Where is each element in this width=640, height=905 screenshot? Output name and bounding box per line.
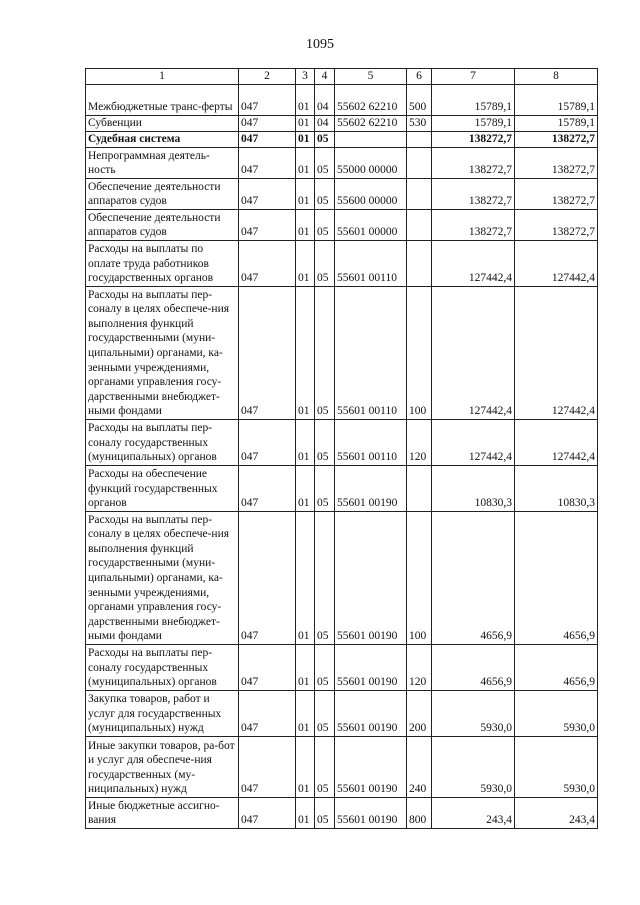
expense-type-code: 120 — [407, 420, 432, 466]
table-row — [86, 148, 598, 179]
subsection-code: 05 — [315, 466, 335, 512]
column-number-row — [86, 69, 598, 85]
target-article-code: 55600 00000 — [335, 179, 407, 210]
target-article-code: 55601 00190 — [335, 466, 407, 512]
target-article-code: 55601 00190 — [335, 645, 407, 691]
table-row — [86, 798, 598, 829]
section-code: 01 — [296, 798, 315, 829]
department-code: 047 — [239, 287, 296, 420]
section-code: 01 — [296, 148, 315, 179]
subsection-code: 05 — [315, 737, 335, 798]
section-code: 01 — [296, 737, 315, 798]
amount-col-7: 15789,1 — [432, 116, 515, 132]
amount-col-8: 138272,7 — [515, 179, 598, 210]
table-row — [86, 420, 598, 466]
target-article-code: 55602 62210 — [335, 116, 407, 132]
expense-name: Расходы на выплаты пер-соналу государственных (муниципальных) органов — [86, 420, 239, 466]
amount-col-8: 138272,7 — [515, 148, 598, 179]
expense-name: Расходы на выплаты пер-соналу в целях обеспече-ния выполнения функций государственными (муни-ципальными) органами, ка-зенными учреждениями, органами управления госу-дарственными внебюджет-ными фондами — [86, 287, 239, 420]
department-code: 047 — [239, 645, 296, 691]
subsection-code: 05 — [315, 179, 335, 210]
budget-table — [85, 68, 598, 829]
department-code: 047 — [239, 179, 296, 210]
department-code: 047 — [239, 691, 296, 737]
expense-name: Расходы на выплаты по оплате труда работников государственных органов — [86, 241, 239, 287]
amount-col-7: 4656,9 — [432, 512, 515, 645]
table-row — [86, 116, 598, 132]
amount-col-7: 10830,3 — [432, 466, 515, 512]
expense-type-code: 100 — [407, 512, 432, 645]
department-code: 047 — [239, 798, 296, 829]
amount-col-8: 5930,0 — [515, 691, 598, 737]
amount-col-8: 138272,7 — [515, 132, 598, 148]
expense-type-code: 500 — [407, 85, 432, 116]
subsection-code: 05 — [315, 420, 335, 466]
section-code: 01 — [296, 85, 315, 116]
target-article-code: 55601 00110 — [335, 420, 407, 466]
column-number: 3 — [296, 69, 315, 85]
column-number: 5 — [335, 69, 407, 85]
table-row — [86, 210, 598, 241]
expense-type-code: 240 — [407, 737, 432, 798]
amount-col-8: 127442,4 — [515, 420, 598, 466]
section-code: 01 — [296, 512, 315, 645]
column-number: 8 — [515, 69, 598, 85]
department-code: 047 — [239, 148, 296, 179]
amount-col-8: 127442,4 — [515, 287, 598, 420]
column-number: 1 — [86, 69, 239, 85]
table-row — [86, 85, 598, 116]
target-article-code: 55601 00190 — [335, 798, 407, 829]
target-article-code — [335, 132, 407, 148]
subsection-code: 04 — [315, 85, 335, 116]
expense-name: Межбюджетные транс-ферты — [86, 85, 239, 116]
amount-col-7: 243,4 — [432, 798, 515, 829]
column-number: 2 — [239, 69, 296, 85]
column-number: 7 — [432, 69, 515, 85]
subsection-code: 05 — [315, 798, 335, 829]
department-code: 047 — [239, 85, 296, 116]
amount-col-7: 5930,0 — [432, 737, 515, 798]
expense-type-code: 200 — [407, 691, 432, 737]
target-article-code: 55601 00190 — [335, 512, 407, 645]
expense-type-code — [407, 179, 432, 210]
department-code: 047 — [239, 241, 296, 287]
expense-type-code: 100 — [407, 287, 432, 420]
section-code: 01 — [296, 241, 315, 287]
expense-name: Судебная система — [86, 132, 239, 148]
amount-col-7: 138272,7 — [432, 132, 515, 148]
expense-type-code: 800 — [407, 798, 432, 829]
column-number: 6 — [407, 69, 432, 85]
subsection-code: 05 — [315, 287, 335, 420]
amount-col-8: 4656,9 — [515, 512, 598, 645]
table-row — [86, 132, 598, 148]
expense-type-code — [407, 466, 432, 512]
expense-type-code: 530 — [407, 116, 432, 132]
subsection-code: 05 — [315, 210, 335, 241]
section-code: 01 — [296, 466, 315, 512]
amount-col-7: 5930,0 — [432, 691, 515, 737]
amount-col-8: 127442,4 — [515, 241, 598, 287]
table-row — [86, 645, 598, 691]
amount-col-8: 243,4 — [515, 798, 598, 829]
expense-name: Закупка товаров, работ и услуг для государственных (муниципальных) нужд — [86, 691, 239, 737]
expense-name: Обеспечение деятельности аппаратов судов — [86, 210, 239, 241]
subsection-code: 05 — [315, 148, 335, 179]
amount-col-7: 4656,9 — [432, 645, 515, 691]
target-article-code: 55601 00190 — [335, 691, 407, 737]
amount-col-7: 138272,7 — [432, 179, 515, 210]
department-code: 047 — [239, 737, 296, 798]
expense-type-code — [407, 241, 432, 287]
subsection-code: 05 — [315, 645, 335, 691]
department-code: 047 — [239, 116, 296, 132]
target-article-code: 55601 00110 — [335, 287, 407, 420]
table-row — [86, 737, 598, 798]
column-number: 4 — [315, 69, 335, 85]
amount-col-8: 15789,1 — [515, 116, 598, 132]
table-row — [86, 512, 598, 645]
subsection-code: 05 — [315, 241, 335, 287]
table-row — [86, 691, 598, 737]
subsection-code: 04 — [315, 116, 335, 132]
expense-name: Расходы на выплаты пер-соналу в целях обеспече-ния выполнения функций государственными (муни-ципальными) органами, ка-зенными учреждениями, органами управления госу-дарственными внебюджет-ными фондами — [86, 512, 239, 645]
amount-col-7: 138272,7 — [432, 148, 515, 179]
target-article-code: 55000 00000 — [335, 148, 407, 179]
subsection-code: 05 — [315, 512, 335, 645]
expense-name: Обеспечение деятельности аппаратов судов — [86, 179, 239, 210]
amount-col-7: 127442,4 — [432, 420, 515, 466]
amount-col-7: 15789,1 — [432, 85, 515, 116]
expense-name: Субвенции — [86, 116, 239, 132]
table-row — [86, 241, 598, 287]
expense-name: Расходы на выплаты пер-соналу государственных (муниципальных) органов — [86, 645, 239, 691]
section-code: 01 — [296, 116, 315, 132]
expense-type-code — [407, 148, 432, 179]
target-article-code: 55601 00190 — [335, 737, 407, 798]
subsection-code: 05 — [315, 132, 335, 148]
amount-col-8: 10830,3 — [515, 466, 598, 512]
table-row — [86, 179, 598, 210]
amount-col-7: 138272,7 — [432, 210, 515, 241]
section-code: 01 — [296, 691, 315, 737]
expense-name: Иные закупки товаров, ра-бот и услуг для обеспече-ния государственных (му-ниципальных) нужд — [86, 737, 239, 798]
target-article-code: 55601 00000 — [335, 210, 407, 241]
amount-col-8: 4656,9 — [515, 645, 598, 691]
amount-col-7: 127442,4 — [432, 287, 515, 420]
target-article-code: 55602 62210 — [335, 85, 407, 116]
expense-name: Расходы на обеспечение функций государственных органов — [86, 466, 239, 512]
expense-type-code — [407, 132, 432, 148]
expense-type-code: 120 — [407, 645, 432, 691]
department-code: 047 — [239, 132, 296, 148]
section-code: 01 — [296, 420, 315, 466]
section-code: 01 — [296, 210, 315, 241]
expense-name: Непрограммная деятель-ность — [86, 148, 239, 179]
budget-table-body — [86, 85, 598, 829]
department-code: 047 — [239, 466, 296, 512]
expense-name: Иные бюджетные ассигно-вания — [86, 798, 239, 829]
amount-col-8: 5930,0 — [515, 737, 598, 798]
department-code: 047 — [239, 210, 296, 241]
table-row — [86, 287, 598, 420]
section-code: 01 — [296, 645, 315, 691]
amount-col-7: 127442,4 — [432, 241, 515, 287]
target-article-code: 55601 00110 — [335, 241, 407, 287]
section-code: 01 — [296, 179, 315, 210]
expense-type-code — [407, 210, 432, 241]
section-code: 01 — [296, 132, 315, 148]
department-code: 047 — [239, 420, 296, 466]
section-code: 01 — [296, 287, 315, 420]
page-number: 1095 — [306, 37, 334, 52]
table-row — [86, 466, 598, 512]
subsection-code: 05 — [315, 691, 335, 737]
amount-col-8: 15789,1 — [515, 85, 598, 116]
department-code: 047 — [239, 512, 296, 645]
amount-col-8: 138272,7 — [515, 210, 598, 241]
